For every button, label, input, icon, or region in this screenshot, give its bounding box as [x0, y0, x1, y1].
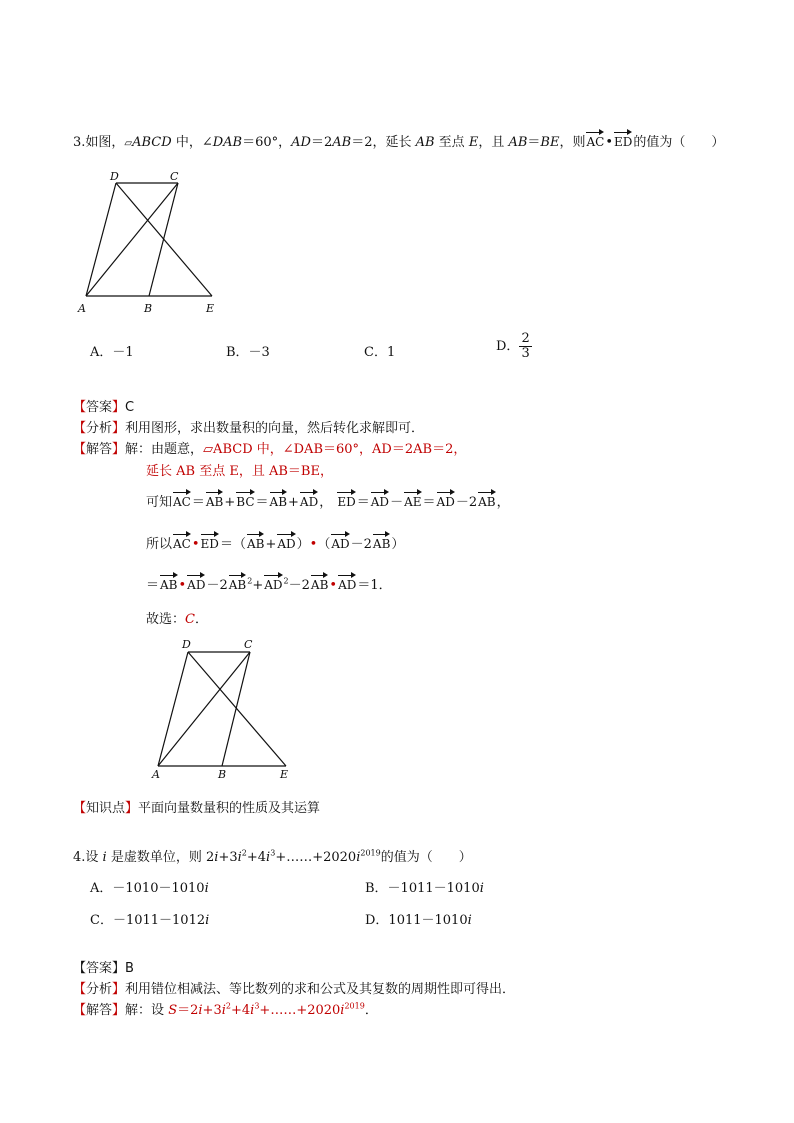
q3-option-b[interactable]: B．－3 — [226, 345, 270, 360]
label-e: E — [280, 768, 289, 781]
label-c: C — [170, 170, 179, 183]
vector-ed: ED — [614, 135, 633, 149]
q3-solution-line2: 延长 AB 至点 E，且 AB＝BE， — [146, 464, 333, 479]
q3-figure — [74, 168, 224, 318]
q3-solution-line6: 故选：C． — [146, 612, 208, 627]
q3-analysis: 【分析】利用图形，求出数量积的向量，然后转化求解即可． — [73, 421, 425, 436]
q4-analysis: 【分析】利用错位相减法、等比数列的求和公式及其复数的周期性即可得出． — [73, 982, 516, 997]
label-e: E — [206, 302, 215, 315]
q4-option-b[interactable]: B．－1011－1010i — [365, 881, 484, 896]
segment-ad — [86, 183, 116, 296]
q4-answer-value: B — [125, 961, 134, 976]
label-d: D — [182, 638, 191, 651]
parallelogram-symbol: ▱ — [124, 138, 133, 149]
q3-option-c[interactable]: C．1 — [364, 345, 396, 360]
q3-number: 3. — [73, 135, 86, 150]
label-b: B — [218, 768, 227, 781]
q3-solution-line4: 所以AC•ED＝（AB+AD）•（AD－2AB） — [146, 537, 405, 552]
q3-knowledge-point: 【知识点】平面向量数量积的性质及其运算 — [73, 801, 321, 816]
q4-stem: 4.设 i 是虚数单位，则 $2i+3i^2+4i^3+\dots\dots+2020i^{2019}$的值为（ ） — [73, 848, 472, 865]
q3-option-d[interactable]: D． $\frac{2}{3}$ — [496, 331, 530, 361]
q4-answer: 【答案】B — [73, 961, 134, 976]
q3-option-a[interactable]: A．－1 — [90, 345, 134, 360]
label-b: B — [144, 302, 153, 315]
q4-option-d[interactable]: D．1011－1010i — [365, 913, 472, 928]
q3-solution-line3: 可知AC＝AB+BC＝AB+AD， ED＝AD－AE＝AD－2AB， — [146, 495, 510, 510]
fraction-two-thirds: $\frac{2}{3}$ — [521, 331, 530, 361]
q4-option-c[interactable]: C．－1011－1012i — [90, 913, 210, 928]
label-a: A — [152, 768, 160, 781]
q3-solution-figure — [146, 632, 296, 782]
q3-answer: 【答案】C — [73, 400, 135, 415]
label-a: A — [78, 302, 86, 315]
vector-ac: AC — [586, 135, 605, 149]
q4-solution: 【解答】解：设 $S=2i+3i^2+4i^3+\dots\dots+2020i^{2019}$． — [73, 1001, 378, 1018]
q3-answer-value: C — [125, 400, 135, 415]
q4-option-a[interactable]: A．－1010－1010i — [90, 881, 209, 896]
label-c: C — [244, 638, 253, 651]
q3-stem: 3.如图，▱ABCD 中，∠DAB＝60°，AD＝2AB＝2，延长 AB 至点 E，且 AB＝BE，则AC•ED的值为（ ） — [73, 135, 725, 150]
segment-ad — [158, 652, 188, 766]
q3-solution-line5: $=AB•AD-2AB^2+AD^2-2AB•AD=1$． — [146, 576, 392, 593]
q3-solution-line1: 【解答】解：由题意，▱ABCD 中，∠DAB＝60°，AD＝2AB＝2， — [73, 442, 467, 457]
segment-de — [188, 652, 286, 766]
label-d: D — [110, 170, 119, 183]
